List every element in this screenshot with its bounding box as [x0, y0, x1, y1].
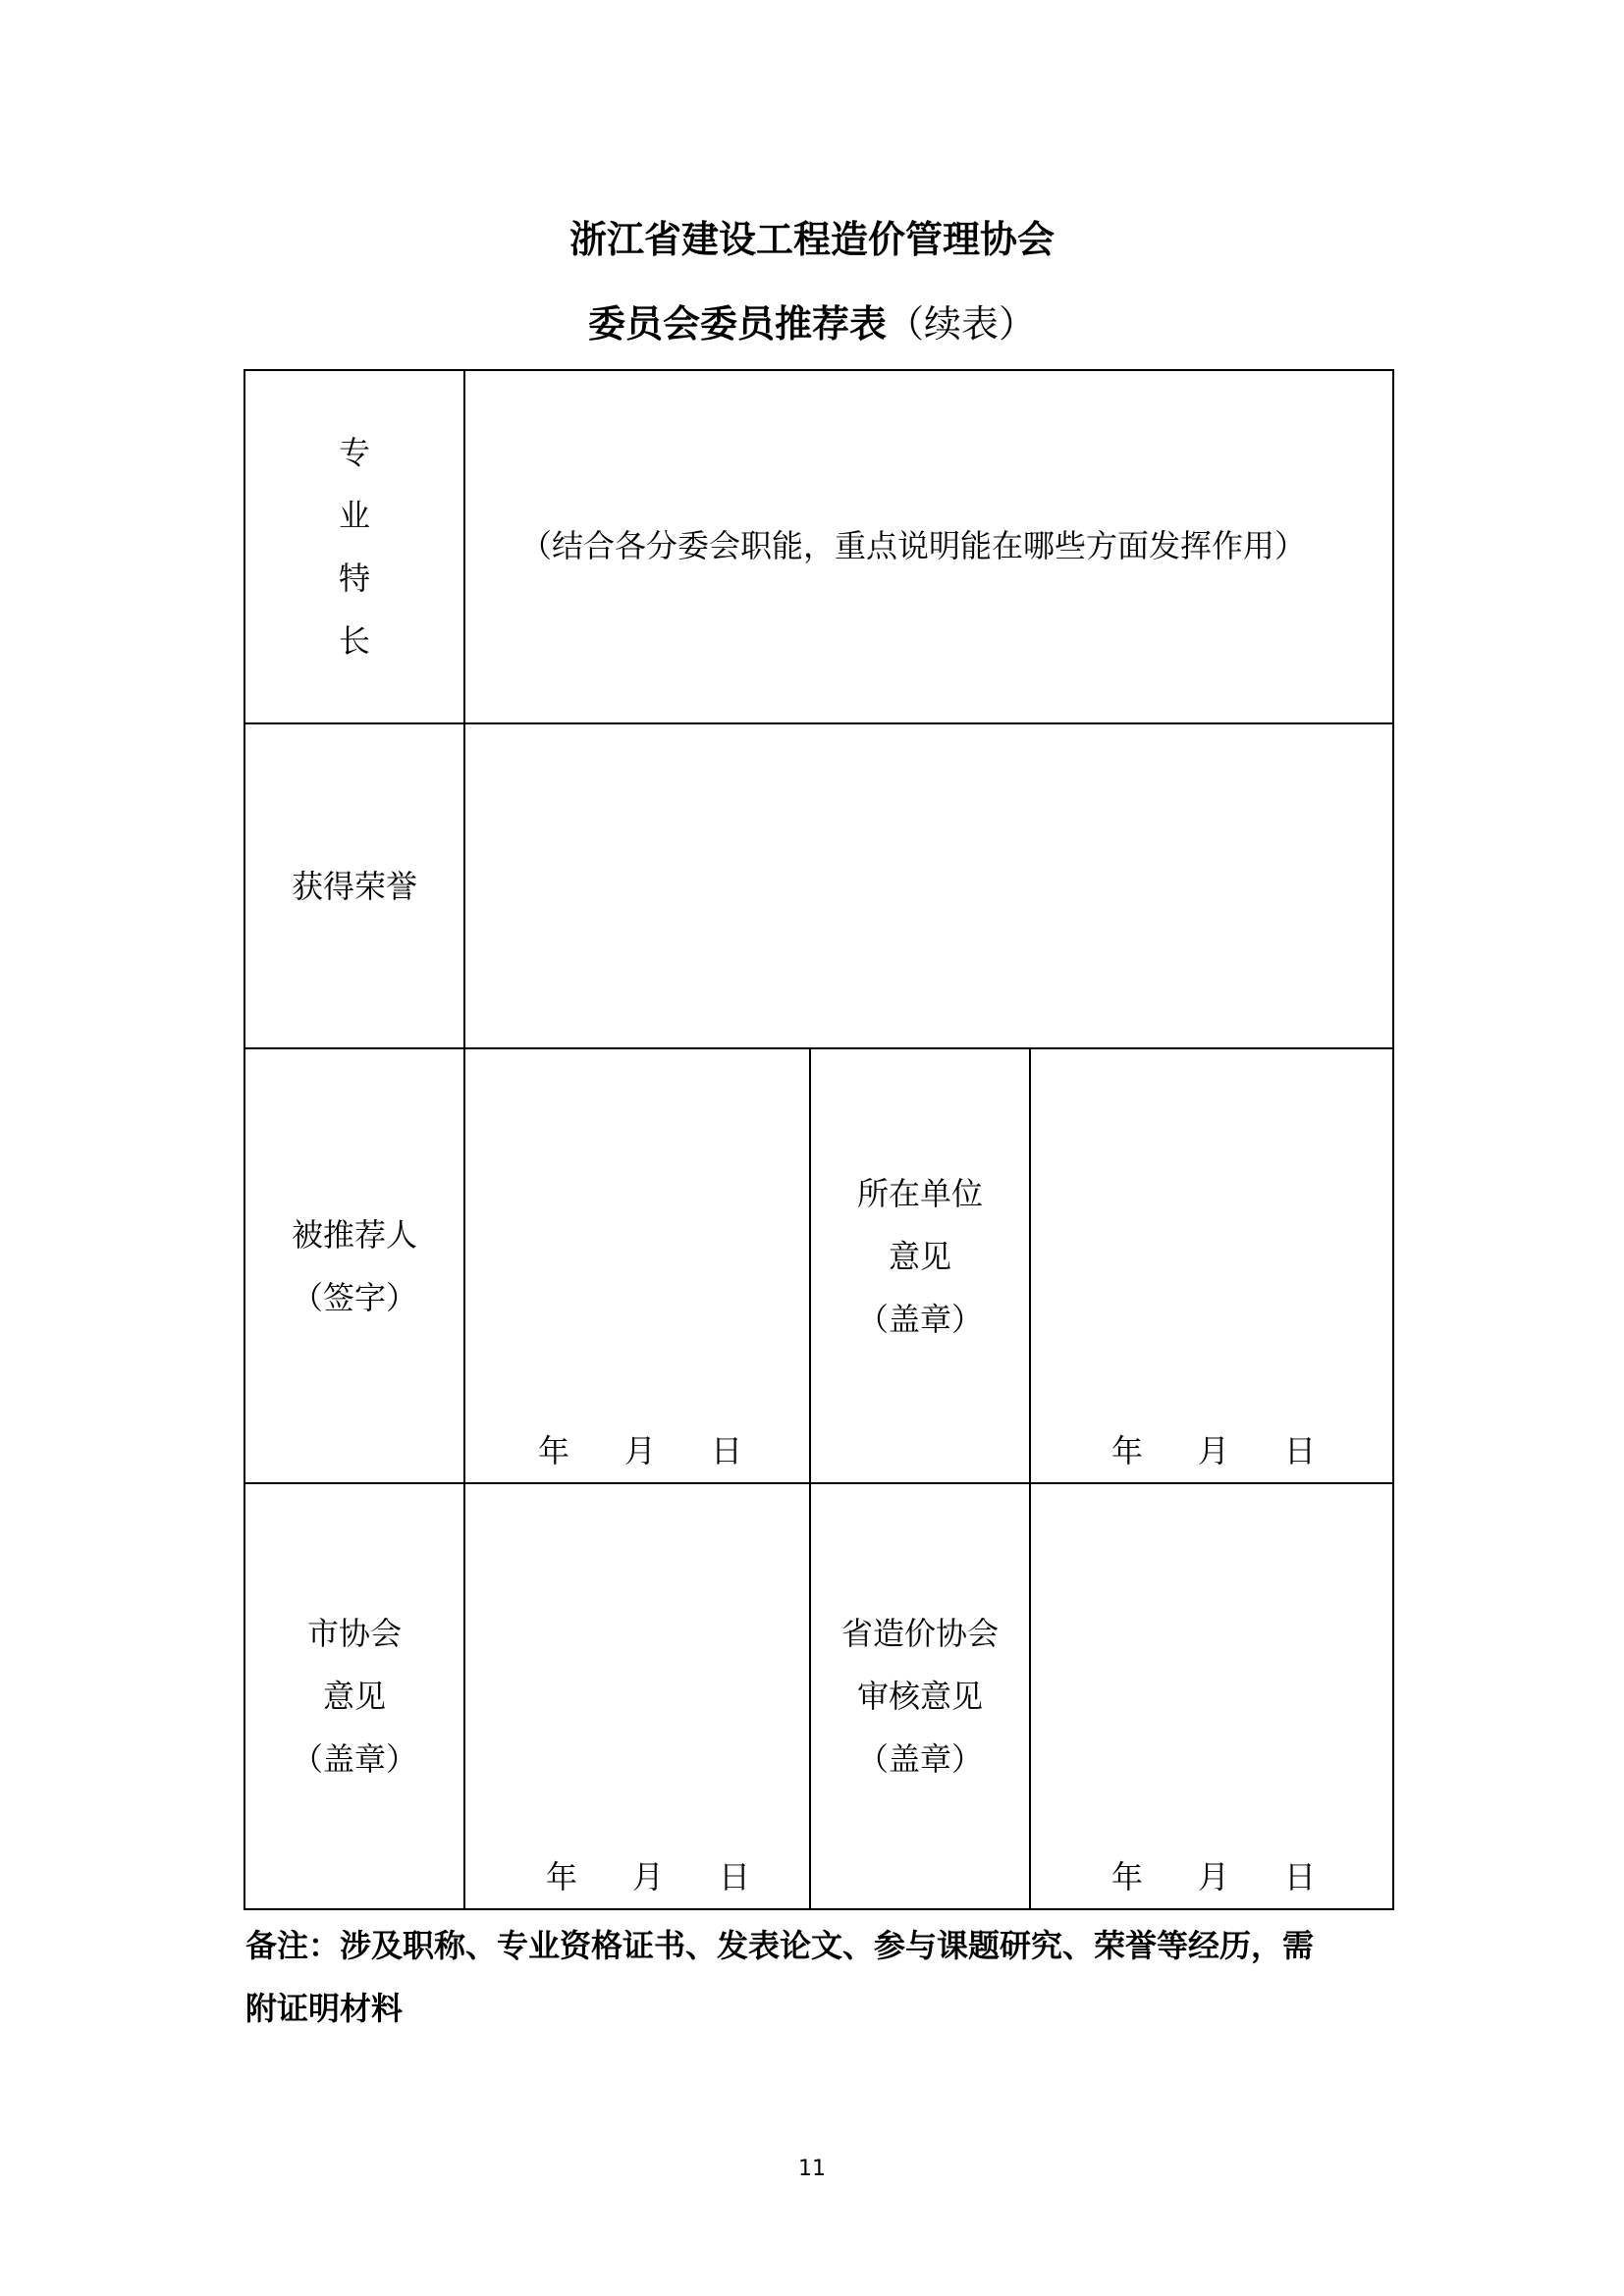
footnote-line: 备注：涉及职称、专业资格证书、发表论文、参与课题研究、荣誉等经历，需	[245, 1927, 1315, 1964]
honors-label-text: 获得荣誉	[291, 867, 417, 905]
nominee-label-line: 被推荐人	[291, 1215, 417, 1254]
subtitle-suffix: （续表）	[887, 302, 1037, 346]
date-year: 年	[1111, 1432, 1144, 1469]
page-number: 11	[798, 2157, 826, 2181]
unit-opinion-label-line: （盖章）	[856, 1301, 983, 1338]
table-border-right	[1392, 369, 1394, 1910]
unit-opinion-date	[1111, 1431, 1316, 1470]
date-year: 年	[546, 1858, 578, 1896]
city-association-label-line: 市协会	[306, 1615, 402, 1652]
specialty-label-char: 业	[338, 497, 370, 534]
specialty-label-char: 长	[338, 622, 370, 660]
column-divider	[463, 369, 465, 1910]
city-association-date	[546, 1857, 750, 1896]
date-day: 日	[719, 1858, 751, 1896]
page-title: 浙江省建设工程造价管理协会	[568, 218, 1055, 261]
honors-label	[245, 724, 463, 1047]
specialty-hint: （结合各分委会职能，重点说明能在哪些方面发挥作用）	[520, 527, 1307, 564]
date-day: 日	[1284, 1858, 1317, 1896]
specialty-label-char: 特	[338, 560, 370, 597]
province-review-label-line: （盖章）	[856, 1740, 983, 1778]
date-month: 月	[632, 1858, 665, 1896]
date-year: 年	[538, 1432, 570, 1469]
province-review-label-line: 审核意见	[856, 1678, 983, 1715]
city-association-label-line: 意见	[322, 1678, 386, 1715]
city-association-label	[245, 1484, 463, 1908]
nominee-date	[538, 1431, 742, 1470]
date-day: 日	[1284, 1432, 1317, 1469]
footnote-line: 附证明材料	[245, 1990, 404, 2027]
date-month: 月	[1198, 1432, 1230, 1469]
nominee-label-line: （签字）	[291, 1278, 417, 1316]
date-day: 日	[711, 1432, 743, 1469]
province-review-label	[811, 1484, 1029, 1908]
specialty-label-char: 专	[338, 434, 370, 471]
date-year: 年	[1111, 1858, 1144, 1896]
unit-opinion-label-line: 所在单位	[856, 1175, 983, 1212]
city-association-label-line: （盖章）	[291, 1740, 417, 1778]
specialty-label	[245, 371, 463, 722]
date-month: 月	[624, 1432, 657, 1469]
unit-opinion-label	[811, 1070, 1029, 1443]
date-month: 月	[1198, 1858, 1230, 1896]
nominee-label	[245, 1049, 463, 1482]
unit-opinion-label-line: 意见	[888, 1238, 951, 1275]
province-review-date	[1111, 1857, 1316, 1896]
table-border-bottom	[244, 1908, 1394, 1910]
subtitle-main: 委员会委员推荐表	[587, 302, 887, 346]
column-divider	[1029, 1047, 1031, 1910]
province-review-label-line: 省造价协会	[840, 1615, 999, 1652]
page-subtitle	[0, 300, 1624, 347]
